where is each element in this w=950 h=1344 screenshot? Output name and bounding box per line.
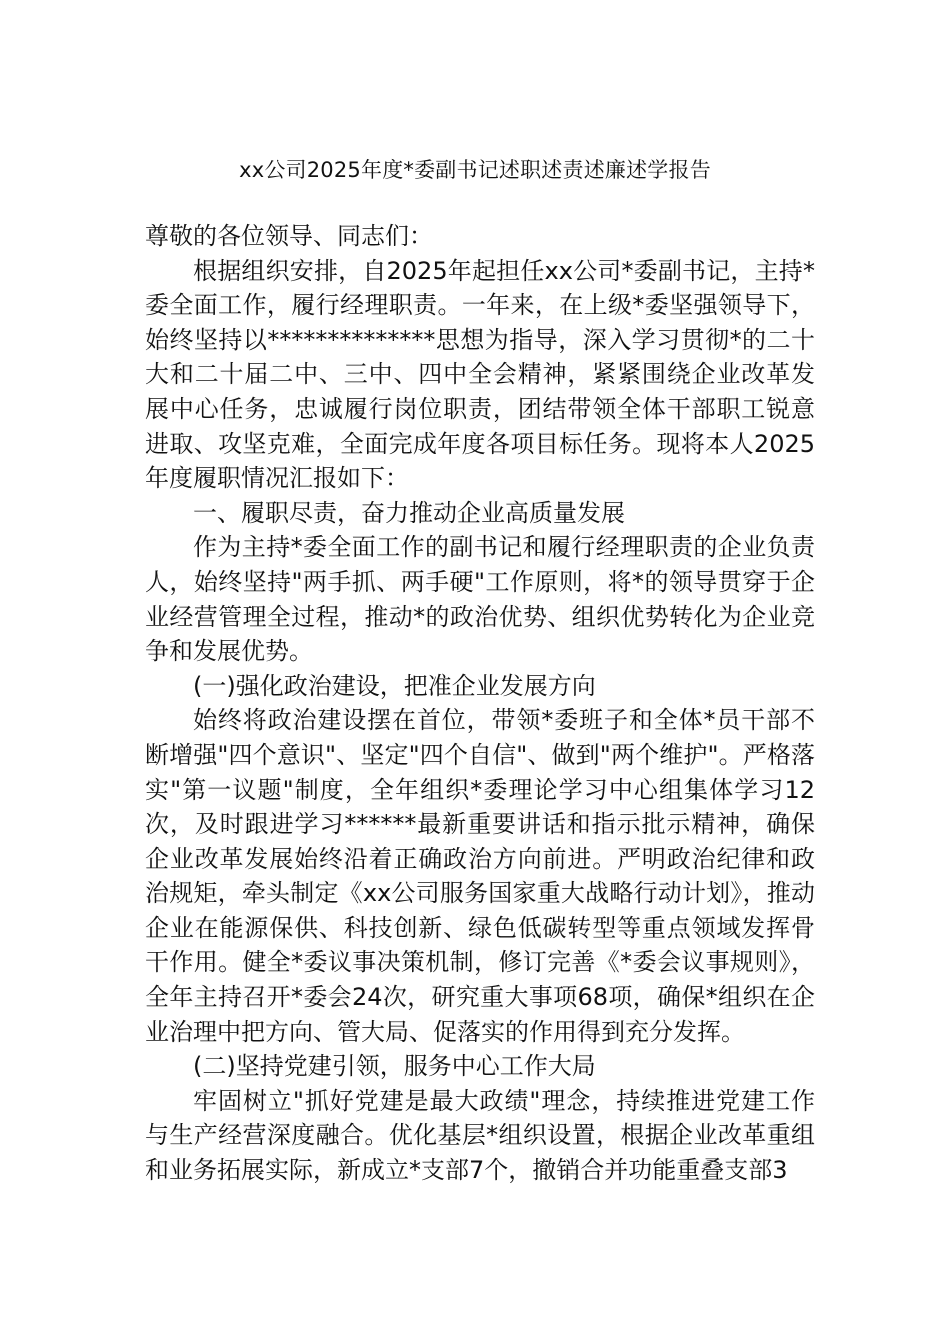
subsection-1-paragraph: 始终将政治建设摆在首位，带领*委班子和全体*员干部不断增强"四个意识"、坚定"四个自信"、做到"两个维护"。严格落实"第一议题"制度，全年组织*委理论学习中心组集体学习12次，及时跟进学习******最新重要讲话和指示批示精神，确保企业改革发展始终沿着正确政治方向前进。严明政治纪律和政治规矩，牵头制定《xx公司服务国家重大战略行动计划》，推动企业在能源保供、科技创新、绿色低碳转型等重点领域发挥骨干作用。健全*委议事决策机制，修订完善《*委会议事规则》，全年主持召开*委会24次，研究重大事项68项，确保*组织在企业治理中把方向、管大局、促落实的作用得到充分发挥。	[145, 706, 815, 1046]
subsection-1-heading: (一)强化政治建设，把准企业发展方向	[193, 671, 596, 700]
intro-paragraph: 根据组织安排，自2025年起担任xx公司*委副书记，主持*委全面工作，履行经理职责。一年来，在上级*委坚强领导下，始终坚持以**************思想为指导，深入学习贯彻*的二十大和二十届二中、三中、四中全会精神，紧紧围绕企业改革发展中心任务，忠诚履行岗位职责，团结带领全体干部职工锐意进取、攻坚克难，全面完成年度各项目标任务。现将本人2025年度履职情况汇报如下：	[145, 256, 815, 493]
section-1-lead-paragraph: 作为主持*委全面工作的副书记和履行经理职责的企业负责人，始终坚持"两手抓、两手硬"工作原则，将*的领导贯穿于企业经营管理全过程，推动*的政治优势、组织优势转化为企业竞争和发展优势。	[145, 533, 815, 666]
document-title: xx公司2025年度*委副书记述职述责述廉述学报告	[239, 158, 711, 182]
section-1-heading: 一、履职尽责，奋力推动企业高质量发展	[193, 498, 625, 527]
subsection-2-heading: (二)坚持党建引领，服务中心工作大局	[193, 1052, 596, 1081]
subsection-2-paragraph: 牢固树立"抓好党建是最大政绩"理念，持续推进党建工作与生产经营深度融合。优化基层*组织设置，根据企业改革重组和业务拓展实际，新成立*支部7个，撤销合并功能重叠支部3	[145, 1086, 815, 1185]
document-body	[145, 219, 815, 1188]
salutation: 尊敬的各位领导、同志们：	[145, 222, 433, 250]
